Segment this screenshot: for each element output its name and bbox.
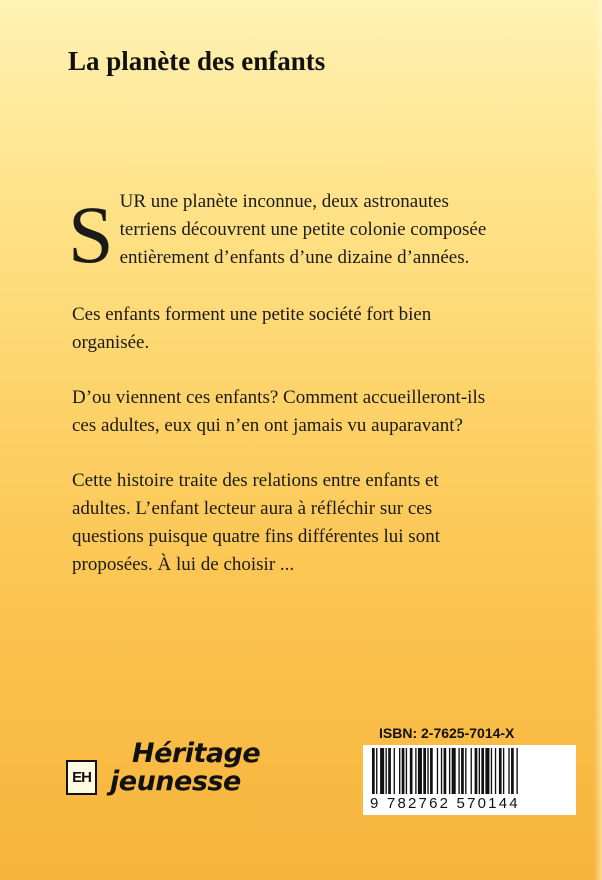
blurb-line: terriens découvrent une petite colonie composée	[119, 219, 487, 240]
barcode-bar	[458, 748, 459, 794]
barcode-bar	[444, 748, 447, 794]
barcode-bar	[388, 748, 391, 794]
barcode-bar	[503, 748, 504, 794]
blurb	[68, 188, 542, 602]
barcode-bar	[495, 748, 496, 794]
isbn-label: ISBN: 2-7625-7014-X	[379, 725, 515, 741]
barcode-bar	[394, 748, 395, 794]
barcode-bar	[415, 748, 416, 794]
barcode-bar	[461, 748, 464, 794]
barcode-bar	[452, 748, 456, 794]
barcode-bar	[437, 748, 438, 794]
barcode-bar	[376, 748, 377, 794]
barcode-bar	[399, 748, 400, 794]
blurb-paragraph-1	[68, 188, 542, 280]
barcode-bar	[380, 748, 384, 794]
publisher-name-line-2: jeunesse	[110, 766, 241, 797]
blurb-line: organisée.	[72, 332, 150, 353]
publisher-name-line-1: Héritage	[132, 738, 261, 769]
barcode-bar	[491, 748, 492, 794]
blurb-line: UR une planète inconnue, deux astronautes	[119, 191, 449, 212]
barcode-bar	[516, 748, 517, 794]
barcode-bar	[475, 748, 478, 794]
barcode-bar	[402, 748, 405, 794]
barcode-bar	[481, 748, 484, 794]
blurb-line: D’ou viennent ces enfants? Comment accueilleront-ils	[72, 387, 486, 408]
barcode-bar	[465, 748, 466, 794]
blurb-line: Cette histoire traite des relations entre enfants et	[72, 470, 439, 491]
barcode-digits: 9 782762 570144	[370, 795, 520, 812]
cover-edge-highlight	[594, 0, 602, 880]
barcode-bar	[418, 748, 422, 794]
blurb-line: ces adultes, eux qui n’en ont jamais vu auparavant?	[72, 415, 463, 436]
barcode-bar	[427, 748, 428, 794]
blurb-paragraph-3	[72, 380, 542, 440]
barcode-bar	[508, 748, 509, 794]
book-title: La planète des enfants	[68, 46, 326, 76]
barcode-bar	[511, 748, 514, 794]
blurb-line: entièrement d’enfants d’une dizaine d’années.	[119, 247, 470, 268]
blurb-line: adultes. L’enfant lecteur aura à réfléchir sur ces	[72, 498, 433, 519]
barcode-bar	[410, 748, 413, 794]
blurb-line: questions puisque quatre fins différentes lui sont	[72, 526, 440, 547]
blurb-paragraph-2	[72, 295, 542, 357]
barcode-bar	[406, 748, 407, 794]
barcode-bar	[430, 748, 433, 794]
barcode-bar	[449, 748, 450, 794]
barcode-icon	[370, 748, 574, 796]
barcode-bar	[471, 748, 472, 794]
barcode-bar	[499, 748, 502, 794]
barcode-bar	[423, 748, 426, 794]
blurb-line: Ces enfants forment une petite société fort bien	[72, 304, 432, 325]
barcode-bar	[386, 748, 387, 794]
barcode-bar	[485, 748, 489, 794]
barcode-bar	[479, 748, 480, 794]
publisher-logo-box: EH	[66, 760, 97, 795]
blurb-line: proposées. À lui de choisir ...	[72, 554, 295, 575]
publisher-logo	[66, 738, 296, 812]
barcode-bar	[441, 748, 442, 794]
barcode-bar	[372, 748, 375, 794]
drop-cap-letter: S	[68, 189, 114, 280]
blurb-paragraph-4	[72, 463, 542, 579]
